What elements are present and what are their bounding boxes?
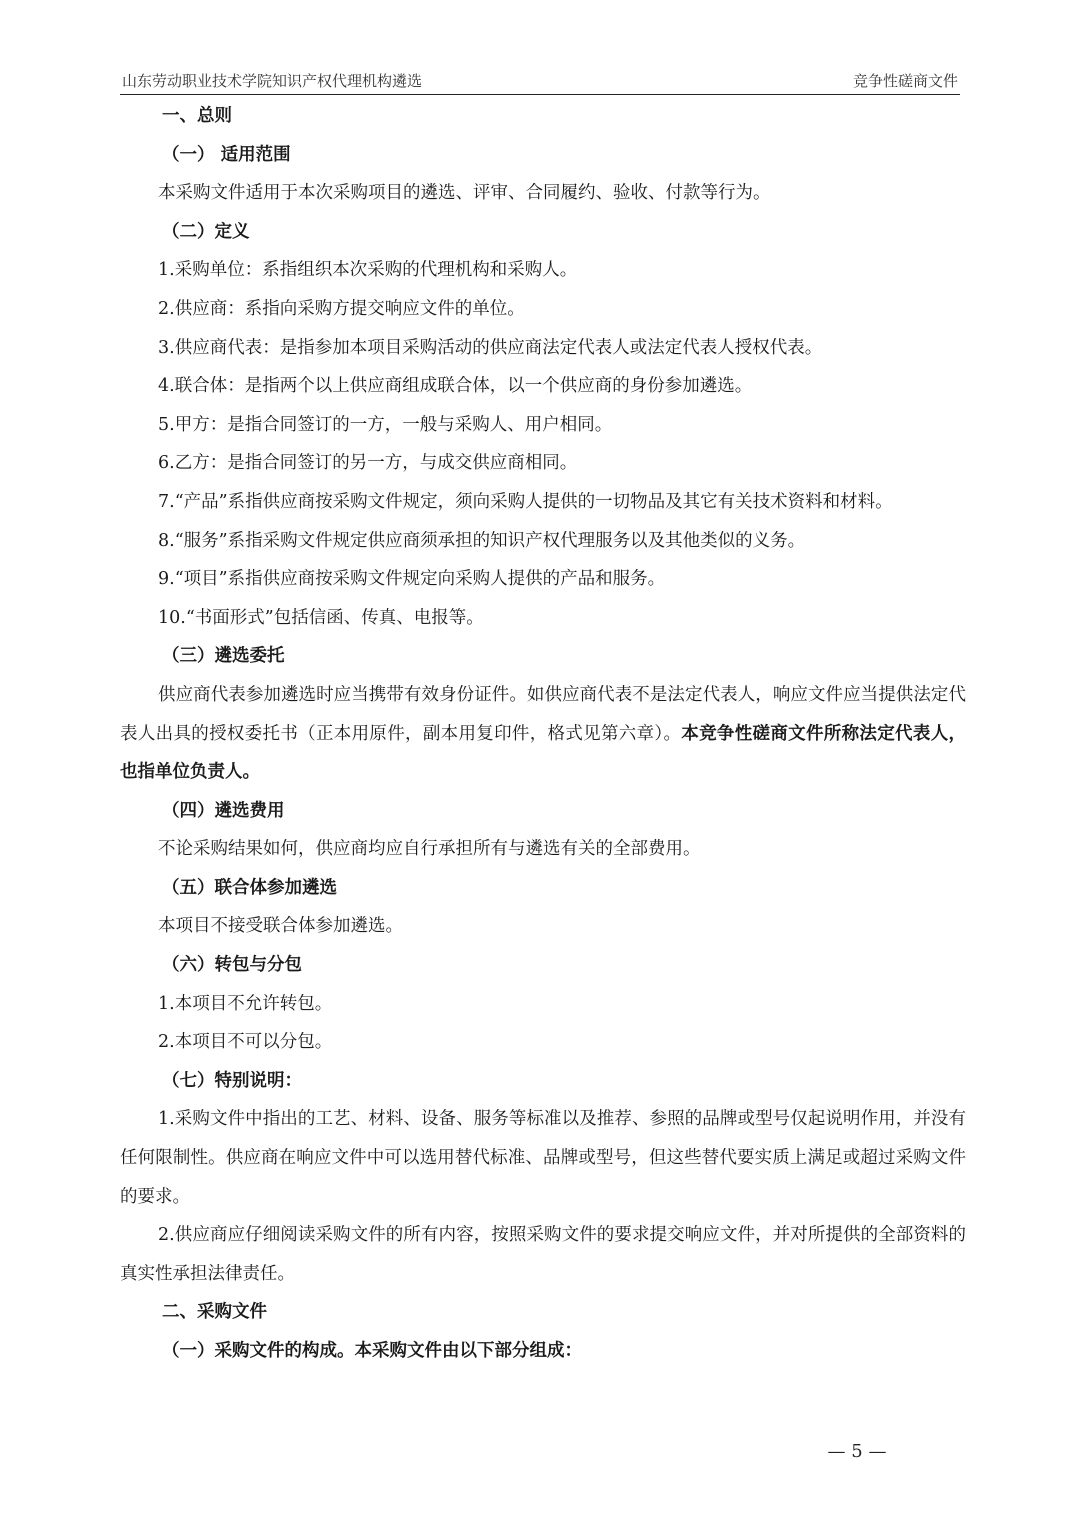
header-document-type: 竞争性磋商文件	[852, 72, 958, 90]
definition-item: 2.供应商：系指向采购方提交响应文件的单位。	[158, 298, 525, 319]
definition-item: 6.乙方：是指合同签订的另一方，与成交供应商相同。	[158, 453, 578, 474]
special-note-item: 2.供应商应仔细阅读采购文件的所有内容，按照采购文件的要求提交响应文件，并对所提供的全部资料的真实性承担法律责任。	[120, 1225, 966, 1284]
delegation-text: 供应商代表参加遴选时应当携带有效身份证件。如供应商代表不是法定代表人，响应文件应当提供法定代表人出具的授权委托书（正本用原件，副本用复印件，格式见第六章）。	[120, 684, 966, 744]
definition-item: 1.采购单位：系指组织本次采购的代理机构和采购人。	[158, 260, 578, 281]
subsection-composition-title: （一）采购文件的构成。本采购文件由以下部分组成：	[162, 1341, 582, 1361]
subsection-subcontract-title: （六）转包与分包	[162, 955, 302, 976]
subsection-consortium-title: （五）联合体参加遴选	[162, 877, 337, 898]
page-header	[120, 70, 960, 95]
page-number: — 5 —	[827, 1441, 887, 1462]
subsection-definitions-title: （二）定义	[162, 221, 250, 242]
definition-item: 4.联合体：是指两个以上供应商组成联合体，以一个供应商的身份参加遴选。	[158, 376, 753, 397]
definition-item: 7.“产品”系指供应商按采购文件规定，须向采购人提供的一切物品及其它有关技术资料和材料。	[158, 491, 893, 512]
special-note-item: 1.采购文件中指出的工艺、材料、设备、服务等标准以及推荐、参照的品牌或型号仅起说明作用，并没有任何限制性。供应商在响应文件中可以选用替代标准、品牌或型号，但这些替代要实质上满足或超过采购文件的要求。	[120, 1109, 966, 1207]
definition-item: 8.“服务”系指采购文件规定供应商须承担的知识产权代理服务以及其他类似的义务。	[158, 530, 806, 551]
header-institution-title: 山东劳动职业技术学院知识产权代理机构遴选	[122, 72, 423, 90]
section-2-title: 二、采购文件	[162, 1302, 267, 1323]
section-1-title: 一、总则	[162, 106, 232, 126]
subsection-scope-title: （一） 适用范围	[162, 144, 291, 165]
scope-paragraph: 本采购文件适用于本次采购项目的遴选、评审、合同履约、验收、付款等行为。	[158, 183, 771, 204]
subcontract-item: 2.本项目不可以分包。	[158, 1032, 333, 1053]
consortium-paragraph: 本项目不接受联合体参加遴选。	[158, 916, 403, 937]
definition-item: 3.供应商代表：是指参加本项目采购活动的供应商法定代表人或法定代表人授权代表。	[158, 337, 823, 358]
subsection-fees-title: （四）遴选费用	[162, 800, 285, 821]
subsection-delegation-title: （三）遴选委托	[162, 646, 285, 667]
definition-item: 5.甲方：是指合同签订的一方，一般与采购人、用户相同。	[158, 414, 613, 435]
delegation-paragraph	[120, 676, 966, 792]
delegation-bold-note: 本竞争性磋商文件所称法定代表人，也指单位负责人。	[120, 723, 967, 783]
subsection-special-notes-title: （七）特别说明：	[162, 1070, 302, 1091]
fees-paragraph: 不论采购结果如何，供应商均应自行承担所有与遴选有关的全部费用。	[158, 839, 701, 860]
subcontract-item: 1.本项目不允许转包。	[158, 993, 333, 1014]
document-body	[120, 97, 966, 1371]
definition-item: 10.“书面形式”包括信函、传真、电报等。	[158, 607, 484, 628]
definition-item: 9.“项目”系指供应商按采购文件规定向采购人提供的产品和服务。	[158, 569, 666, 590]
